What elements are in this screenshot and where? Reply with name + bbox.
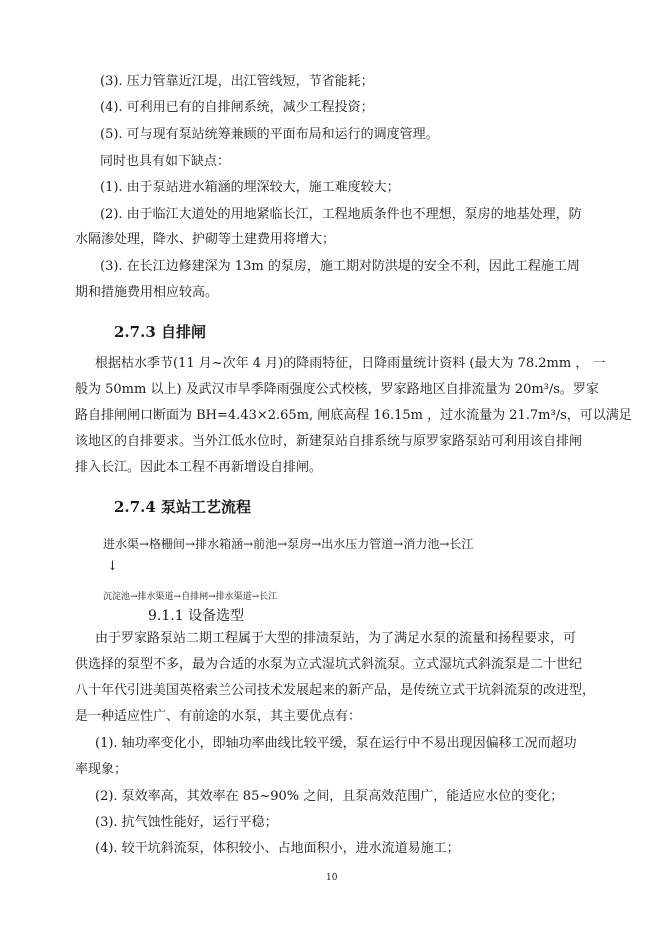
advantage-4: (4). 可利用已有的自排闸系统，减少工程投资；	[100, 100, 374, 115]
disadvantage-1: (1). 由于泵站进水箱涵的埋深较大，施工难度较大；	[100, 180, 400, 195]
disadvantage-2-cont: 水隔渗处理，降水、护砌等土建费用将增大；	[75, 232, 336, 247]
process-flow-main: 进水渠→格栅间→排水箱涵→前池→泵房→出水压力管道→消力池→长江	[103, 537, 474, 551]
page-number: 10	[326, 873, 338, 883]
paragraph-line: 该地区的自排要求。当外江低水位时，新建泵站自排系统与原罗家路泵站可利用该自排闸	[75, 434, 583, 449]
disadvantage-2: (2). 由于临江大道处的用地紧临长江，工程地质条件也不理想，泵房的地基处理，防	[100, 207, 582, 222]
disadvantages-intro: 同时也具有如下缺点：	[100, 154, 231, 169]
advantage-3: (3). 压力管靠近江堤，出江管线短，节省能耗；	[100, 74, 374, 89]
section-heading-911: 9.1.1 设备选型	[148, 608, 245, 624]
down-arrow-icon: ↓	[107, 559, 118, 574]
advantage-item: (2). 泵效率高，其效率在 85~90% 之间，且泵高效范围广，能适应水位的变化；	[95, 789, 564, 804]
advantage-item: (1). 轴功率变化小，即轴功率曲线比较平缓，泵在运行中不易出现因偏移工况而超功	[95, 736, 577, 751]
paragraph-line: 供选择的泵型不多，最为合适的水泵为立式湿坑式斜流泵。立式湿坑式斜流泵是二十世纪	[75, 657, 583, 672]
paragraph-line: 根据枯水季节(11 月~次年 4 月)的降雨特征，日降雨量统计资料 (最大为 78.2mm ， 一	[95, 356, 606, 371]
section-heading-274: 2.7.4 泵站工艺流程	[114, 498, 251, 516]
advantage-item: (4). 较干坑斜流泵，体积较小、占地面积小，进水流道易施工；	[95, 841, 460, 856]
paragraph-line: 排入长江。因此本工程不再新增设自排闸。	[75, 460, 323, 475]
advantage-5: (5). 可与现有泵站统筹兼顾的平面布局和运行的调度管理。	[100, 127, 439, 142]
advantage-item-cont: 率现象；	[75, 762, 128, 777]
section-heading-273: 2.7.3 自排闸	[114, 323, 206, 341]
paragraph-line: 路自排闸闸口断面为 BH=4.43×2.65m, 闸底高程 16.15m ，过水流量为 21.7m³/s，可以满足	[75, 408, 632, 423]
paragraph-line: 般为 50mm 以上) 及武汉市旱季降雨强度公式校核，罗家路地区自排流量为 20m³/s。罗家	[75, 382, 599, 397]
process-flow-branch: 沉淀池→排水渠道→自排闸→排水渠道→长江	[103, 592, 278, 602]
disadvantage-3-cont: 期和措施费用相应较高。	[75, 285, 219, 300]
paragraph-line: 由于罗家路泵站二期工程属于大型的排渍泵站，为了满足水泵的流量和扬程要求，可	[95, 631, 577, 646]
paragraph-line: 八十年代引进美国英格索兰公司技术发展起来的新产品，是传统立式干坑斜流泵的改进型，	[75, 683, 596, 698]
disadvantage-3: (3). 在长江边修建深为 13m 的泵房，施工期对防洪堤的安全不利，因此工程施工周	[100, 259, 580, 274]
advantage-item: (3). 抗气蚀性能好，运行平稳；	[95, 815, 278, 830]
paragraph-line: 是一种适应性广、有前途的水泵，其主要优点有：	[75, 709, 362, 724]
